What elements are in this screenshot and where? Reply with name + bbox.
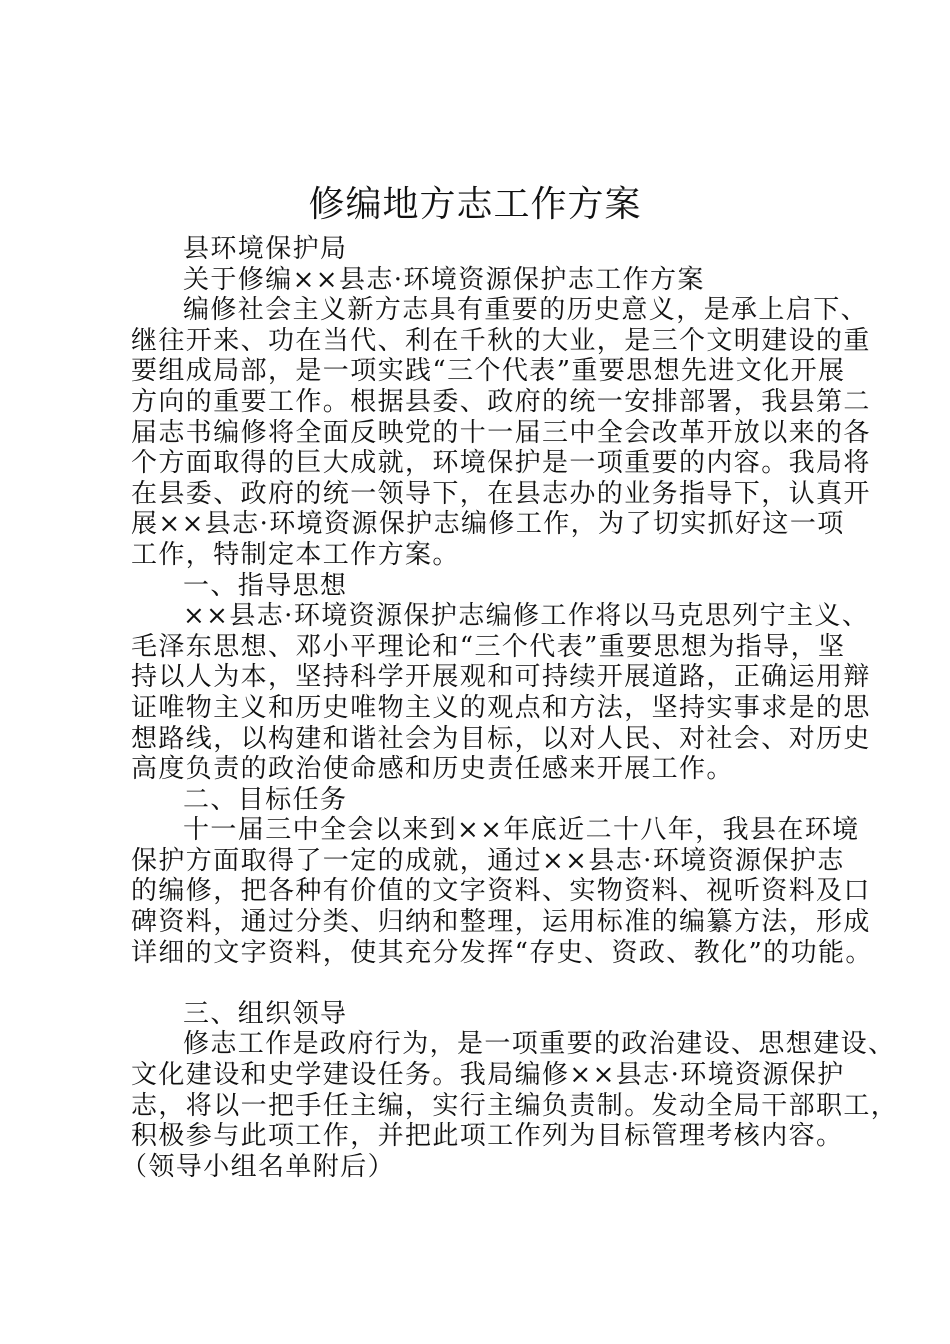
text-line: 工作，特制定本工作方案。 — [131, 539, 460, 570]
text-line: 关于修编××县志·环境资源保护志工作方案 — [183, 264, 705, 295]
document-body — [121, 234, 899, 1182]
text-line: 在县委、政府的统一领导下，在县志办的业务指导下，认真开 — [131, 478, 871, 509]
document-title: 修编地方志工作方案 — [308, 184, 642, 225]
text-line: 一、指导思想 — [183, 570, 348, 601]
text-line: 高度负责的政治使命感和历史责任感来开展工作。 — [131, 754, 734, 785]
text-line: 二、目标任务 — [183, 784, 348, 815]
text-line: 方向的重要工作。根据县委、政府的统一安排部署，我县第二 — [131, 386, 871, 417]
text-line: 三、组织领导 — [183, 998, 348, 1029]
text-line: 继往开来、功在当代、利在千秋的大业，是三个文明建设的重 — [131, 325, 871, 356]
text-line: ××县志·环境资源保护志编修工作将以马克思列宁主义、 — [183, 601, 870, 632]
text-line: 展××县志·环境资源保护志编修工作，为了切实抓好这一项 — [131, 509, 845, 540]
text-line: 详细的文字资料，使其充分发挥“存史、资政、教化”的功能。 — [131, 937, 873, 968]
text-line: 证唯物主义和历史唯物主义的观点和方法，坚持实事求是的思 — [131, 692, 871, 723]
blank-line — [131, 968, 861, 999]
text-line: （领导小组名单附后） — [121, 1151, 396, 1182]
text-line: 编修社会主义新方志具有重要的历史意义，是承上启下、 — [183, 295, 869, 326]
text-line: 想路线，以构建和谐社会为目标，以对人民、对社会、对历史 — [131, 723, 871, 754]
text-line: 县环境保护局 — [183, 234, 348, 264]
text-line: 保护方面取得了一定的成就，通过××县志·环境资源保护志 — [131, 845, 845, 876]
text-line: 修志工作是政府行为，是一项重要的政治建设、思想建设、 — [183, 1029, 896, 1060]
text-line: 个方面取得的巨大成就，环境保护是一项重要的内容。我局将 — [131, 448, 871, 479]
text-line: 文化建设和史学建设任务。我局编修××县志·环境资源保护 — [131, 1060, 845, 1091]
text-line: 届志书编修将全面反映党的十一届三中全会改革开放以来的各 — [131, 417, 871, 448]
text-line: 的编修，把各种有价值的文字资料、实物资料、视听资料及口 — [131, 876, 871, 907]
text-line: 志，将以一把手任主编，实行主编负责制。发动全局干部职工， — [131, 1090, 899, 1121]
text-line: 要组成局部，是一项实践“三个代表”重要思想先进文化开展 — [131, 356, 846, 387]
text-line: 毛泽东思想、邓小平理论和“三个代表”重要思想为指导，坚 — [131, 631, 846, 662]
text-line: 积极参与此项工作，并把此项工作列为目标管理考核内容。 — [131, 1121, 844, 1152]
text-line: 十一届三中全会以来到××年底近二十八年，我县在环境 — [183, 815, 860, 846]
text-line: 碑资料，通过分类、归纳和整理，运用标准的编纂方法，形成 — [131, 907, 871, 938]
text-line: 持以人为本，坚持科学开展观和可持续开展道路，正确运用辩 — [131, 662, 871, 693]
